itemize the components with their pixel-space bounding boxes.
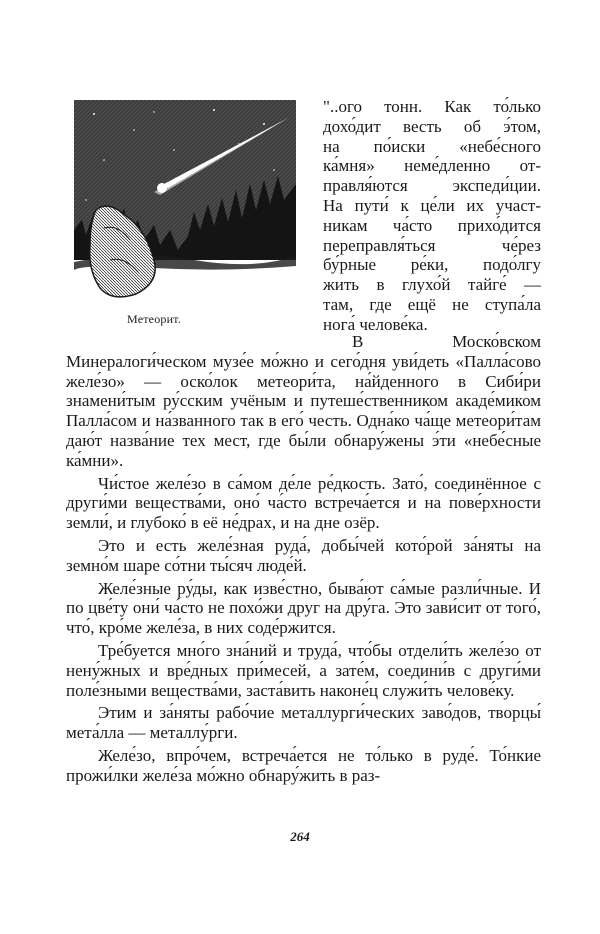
meteorite-figure <box>74 100 296 328</box>
paragraph: Тре́буется мно́го зна́ний и труда́, что́бы отдели́ть желе́зо от нену́жных и вре́дных при́месей, а зате́м, соедини́в с други́ми поле́зными вещества́ми, заста́вить наконе́ц служи́ть челове́ку. <box>66 640 541 700</box>
paragraph: В Моско́вском Минералоги́ческом музе́е мо́жно и сего́дня уви́деть «Палла́сово желе́зо» — оско́лок метеори́та, на́йденного в Сиби́ри знамени́тым ру́сским учёным и путеше́ственником акаде́миком Палла́сом и на́званного так в его́ честь. Одна́ко ча́ще метеори́там даю́т назва́ние тех мест, где бы́ли обнару́жены э́ти «небе́сные ка́мни». <box>66 332 541 470</box>
wrap-line: дохо́дит весть об э́том, <box>323 116 541 136</box>
page-number: 264 <box>290 829 310 844</box>
figure-caption: Метеорит. <box>127 312 181 326</box>
wrap-line: на по́иски «небе́сного <box>323 136 541 156</box>
wrap-line: бу́рные ре́ки, подо́лгу <box>323 255 541 275</box>
wrap-line: переправля́ться че́рез <box>323 235 541 255</box>
wrap-line: жить в глухо́й тайге́ — <box>323 275 541 295</box>
wrap-line: никам ча́сто прихо́дится <box>323 215 541 235</box>
wrapped-text-column <box>323 97 541 335</box>
paragraph: Это и есть желе́зная руда́, добы́чей кото́рой за́няты на земно́м шаре со́тни ты́сяч люде́й. <box>66 535 541 575</box>
paragraph: Желе́зо, впро́чем, встреча́ется не то́лько в руде́. То́нкие прожи́лки желе́за мо́жно обнару́жить в раз- <box>66 745 541 785</box>
wrap-line: "..ого тонн. Как то́лько <box>323 97 541 116</box>
paragraph: Чи́стое желе́зо в са́мом де́ле ре́дкость. Зато́, соединённое с други́ми вещества́ми, оно́ ча́сто встреча́ется и на пове́рхности земли́, и глубоко́ в её не́драх, и на дне озёр. <box>66 473 541 533</box>
paragraph: Этим и за́няты рабо́чие металлурги́ческих заво́дов, творцы́ мета́лла — металлу́рги. <box>66 703 541 743</box>
wrap-line: правля́ются экспеди́ции. <box>323 176 541 196</box>
wrap-line: нога́ челове́ка. <box>323 314 428 334</box>
paragraph: Желе́зные ру́ды, как изве́стно, быва́ют са́мые разли́чные. И по цве́ту они́ ча́сто не похо́жи друг на дру́га. Это зави́сит от того́, что́, кро́ме желе́за, в них соде́ржится. <box>66 578 541 638</box>
wrap-line: ка́мня» неме́дленно от- <box>323 156 541 176</box>
wrap-line: На пути́ к це́ли их участ- <box>323 195 541 215</box>
wrap-line: там, где ещё не ступа́ла <box>323 294 541 314</box>
meteorite-illustration-icon <box>74 100 296 305</box>
body-text <box>66 332 541 789</box>
